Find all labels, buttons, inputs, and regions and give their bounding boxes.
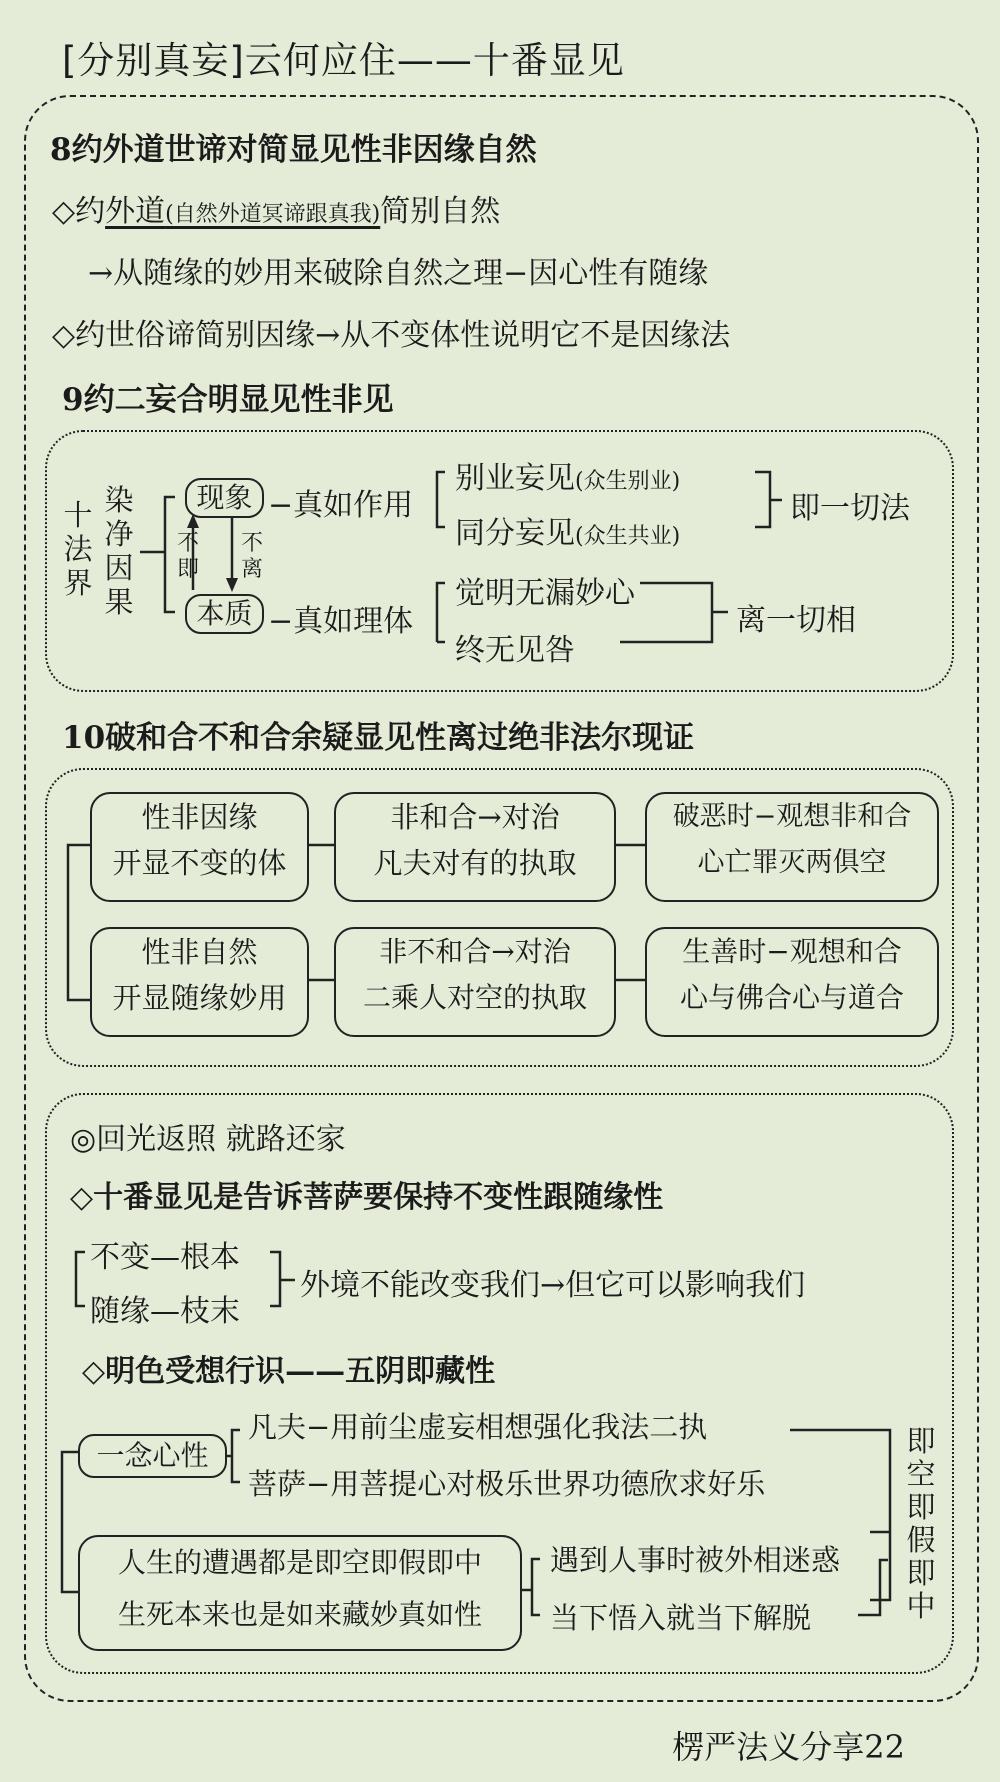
- section-9-heading: 9约二妄合明显见性非见: [62, 382, 394, 418]
- tathata-function: −真如作用: [268, 488, 414, 523]
- branch-1-note: (众生别业): [575, 469, 681, 494]
- not-identical-label: 不即: [176, 531, 199, 582]
- external-influence-line: 外境不能改变我们→但它可以影响我们: [300, 1268, 806, 1303]
- branch-1-text: 别业妄见: [455, 461, 575, 496]
- branch-no-fault: 终无见咎: [455, 633, 575, 668]
- life-encounters-line-2: 生死本来也是如来藏妙真如性: [117, 1598, 482, 1631]
- card-generate-good-desc: 心与佛合心与道合: [679, 981, 904, 1014]
- card-destroy-evil-title: 破恶时−观想非和合: [672, 801, 912, 832]
- section-11-line-1: ◎回光返照 就路还家: [70, 1122, 346, 1157]
- card-generate-good-title: 生善时−观想和合: [682, 935, 902, 968]
- bodhisattva-line: 菩萨−用菩提心对极乐世界功德欣求好乐: [248, 1467, 766, 1501]
- line-1-note: (自然外道冥谛跟真我): [165, 202, 381, 227]
- emptiness-provisional-middle: 即空即假即中: [906, 1424, 936, 1623]
- deluded-by-appearances: 遇到人事时被外相迷惑: [550, 1543, 841, 1577]
- branch-awakened-mind: 觉明无漏妙心: [455, 576, 635, 611]
- section-11-line-2: ◇十番显见是告诉菩萨要保持不变性跟随缘性: [70, 1180, 664, 1215]
- card-non-non-union-desc: 二乘人对空的执取: [362, 981, 587, 1014]
- section-10-heading: 10破和合不和合余疑显见性离过绝非法尔现证: [62, 720, 695, 756]
- section-11-line-4: ◇明色受想行识——五阴即藏性: [82, 1354, 496, 1389]
- section-8-line-2: →从随缘的妙用来破除自然之理−因心性有随缘: [88, 256, 709, 291]
- branch-2-text: 同分妄见: [455, 516, 575, 551]
- section-8-line-3: ◇约世俗谛简别因缘→从不变体性说明它不是因缘法: [52, 318, 731, 353]
- card-non-union-title: 非和合→对治: [390, 800, 560, 834]
- branch-2-note: (众生共业): [575, 524, 681, 549]
- essence-node: 本质: [185, 594, 264, 634]
- card-non-non-union-title: 非不和合→对治: [379, 935, 571, 968]
- card-not-natural-desc: 开显随缘妙用: [112, 981, 287, 1015]
- result-all-dharmas: 即一切法: [790, 491, 910, 526]
- one-thought-mind-node: 一念心性: [78, 1434, 227, 1478]
- line-1-prefix: ◇约: [52, 194, 106, 229]
- tathata-principle: −真如理体: [268, 604, 414, 639]
- card-not-natural-title: 性非自然: [141, 935, 258, 969]
- card-destroy-evil-desc: 心亡罪灭两俱空: [697, 847, 887, 878]
- life-encounters-line-1: 人生的遭遇都是即空即假即中: [117, 1546, 482, 1579]
- result-free-of-forms: 离一切相: [736, 603, 856, 638]
- instant-liberation: 当下悟入就当下解脱: [550, 1601, 812, 1635]
- card-non-union-desc: 凡夫对有的执取: [373, 846, 577, 880]
- ten-dharma-realms: 十法界: [63, 498, 93, 600]
- unchanging-root: 不变—根本: [90, 1240, 240, 1275]
- section-8-heading: 8约外道世谛对简显见性非因缘自然: [50, 132, 537, 168]
- card-not-causal-title: 性非因缘: [141, 800, 258, 834]
- not-separate-label: 不离: [240, 531, 263, 582]
- page-title: [分别真妄]云何应住——十番显见: [62, 39, 625, 82]
- conditional-branch: 随缘—枝末: [90, 1294, 240, 1329]
- footer-series-label: 楞严法义分享22: [672, 1728, 905, 1766]
- life-encounters-node: [78, 1535, 522, 1651]
- ordinary-beings-line: 凡夫−用前尘虚妄相想强化我法二执: [248, 1410, 708, 1444]
- card-not-causal-desc: 开显不变的体: [112, 846, 287, 880]
- phenomenon-node: 现象: [185, 478, 264, 518]
- line-1-term: 外道: [105, 194, 166, 229]
- pure-impure-cause-effect: 染净因果: [104, 483, 134, 619]
- line-1-suffix: 简别自然: [380, 194, 501, 229]
